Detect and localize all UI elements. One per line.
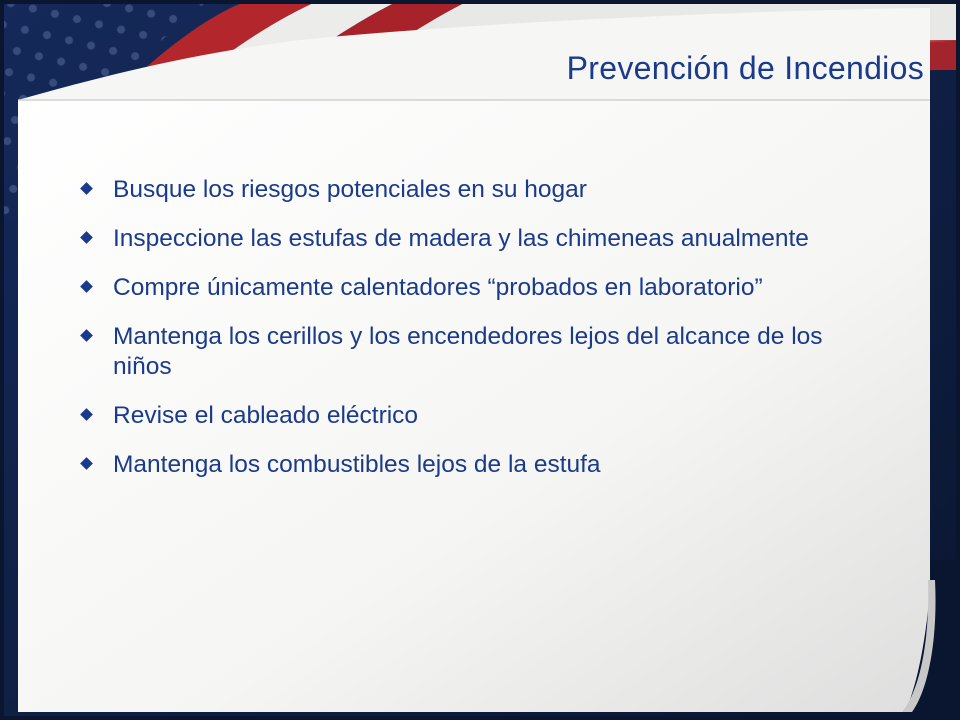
- diamond-icon: [80, 182, 93, 195]
- diamond-icon: [80, 280, 93, 293]
- diamond-icon: [80, 329, 93, 342]
- bullet-list: [76, 175, 876, 499]
- bullet-item: [76, 273, 876, 303]
- bullet-text: Busque los riesgos potenciales en su hogar: [113, 176, 587, 203]
- bullet-text: Compre únicamente calentadores “probados en laboratorio”: [113, 274, 763, 301]
- bullet-item: [76, 322, 876, 382]
- bullet-text: Revise el cableado eléctrico: [113, 402, 419, 429]
- bullet-text: Mantenga los cerillos y los encendedores lejos del alcance de los niños: [113, 323, 823, 380]
- bullet-item: [76, 175, 876, 205]
- slide-title: Prevención de Incendios: [566, 50, 924, 86]
- diamond-icon: [80, 408, 93, 421]
- bullet-text: Inspeccione las estufas de madera y las chimeneas anualmente: [113, 225, 809, 252]
- bullet-item: [76, 450, 876, 480]
- bullet-item: [76, 224, 876, 254]
- bullet-item: [76, 401, 876, 431]
- bullet-text: Mantenga los combustibles lejos de la estufa: [113, 451, 601, 478]
- diamond-icon: [80, 231, 93, 244]
- diamond-icon: [80, 457, 93, 470]
